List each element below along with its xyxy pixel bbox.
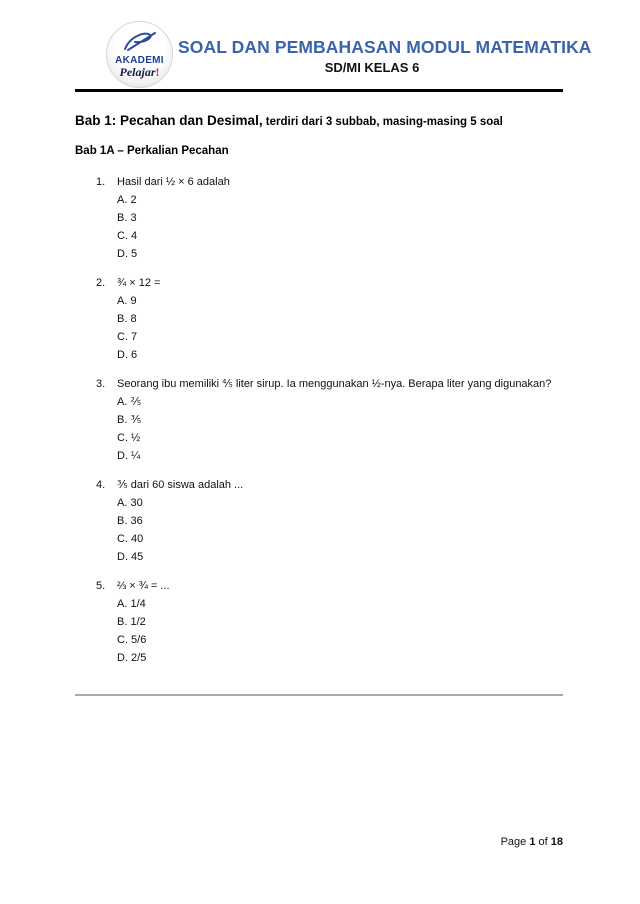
- total-pages: 18: [550, 836, 563, 848]
- of-label: of: [535, 836, 551, 848]
- page-label: Page: [500, 836, 530, 848]
- pen-swoosh-icon: [121, 31, 159, 56]
- logo-exclaim: !: [155, 64, 160, 79]
- question-text: ⅔ × ¾ = ...: [117, 580, 170, 592]
- option-c: C. ½: [117, 432, 141, 444]
- question-body: [117, 173, 563, 263]
- option-d: D. 2/5: [117, 652, 147, 664]
- question-number: 2.: [96, 277, 106, 289]
- option-b: B. 8: [117, 313, 137, 325]
- option-b: B. 3: [117, 212, 137, 224]
- chapter-heading-main: Bab 1: Pecahan dan Desimal,: [75, 113, 263, 128]
- subchapter-heading: Bab 1A – Perkalian Pecahan: [75, 145, 229, 157]
- question-text: Hasil dari ½ × 6 adalah: [117, 176, 230, 188]
- option-c: C. 4: [117, 230, 138, 242]
- question-4: [75, 476, 563, 566]
- page-number: 1: [529, 836, 536, 848]
- option-b: B. 1/2: [117, 616, 146, 628]
- option-b: B. ⅗: [117, 414, 142, 426]
- option-d: D. ¼: [117, 450, 141, 462]
- header-divider: [75, 89, 563, 92]
- option-a: A. ⅖: [117, 396, 142, 408]
- akademi-pelajar-logo: [106, 21, 173, 88]
- question-number: 5.: [96, 580, 106, 592]
- page-number-indicator: [501, 836, 563, 848]
- question-5: [75, 577, 563, 667]
- logo-text-akademi: AKADEMI: [115, 54, 164, 66]
- option-d: D. 5: [117, 248, 138, 260]
- document-title: SOAL DAN PEMBAHASAN MODUL MATEMATIKA: [178, 37, 592, 57]
- footer-divider: [75, 694, 563, 696]
- chapter-heading: [75, 112, 563, 131]
- option-c: C. 40: [117, 533, 144, 545]
- option-c: C. 5/6: [117, 634, 147, 646]
- option-a: A. 30: [117, 497, 143, 509]
- question-text: ¾ × 12 =: [117, 277, 161, 289]
- option-a: A. 9: [117, 295, 137, 307]
- question-number: 4.: [96, 479, 106, 491]
- option-d: D. 6: [117, 349, 138, 361]
- document-subtitle: SD/MI KELAS 6: [324, 60, 420, 75]
- question-text: ⅗ dari 60 siswa adalah ...: [117, 479, 244, 491]
- question-body: [117, 577, 563, 667]
- question-number: 3.: [96, 378, 106, 390]
- question-body: [117, 274, 563, 364]
- question-2: [75, 274, 563, 364]
- option-a: A. 1/4: [117, 598, 146, 610]
- question-1: [75, 173, 563, 263]
- question-number: 1.: [96, 176, 106, 188]
- option-c: C. 7: [117, 331, 138, 343]
- question-body: [117, 476, 563, 566]
- option-d: D. 45: [117, 551, 144, 563]
- option-a: A. 2: [117, 194, 137, 206]
- chapter-heading-rest: terdiri dari 3 subbab, masing-masing 5 soal: [262, 116, 503, 128]
- logo-text-pelajar: Pelajar!: [119, 64, 160, 79]
- content: [75, 112, 563, 678]
- question-body: [117, 375, 563, 465]
- question-3: [75, 375, 563, 465]
- question-text: Seorang ibu memiliki ⅘ liter sirup. Ia menggunakan ½-nya. Berapa liter yang digunakan?: [117, 378, 552, 390]
- option-b: B. 36: [117, 515, 143, 527]
